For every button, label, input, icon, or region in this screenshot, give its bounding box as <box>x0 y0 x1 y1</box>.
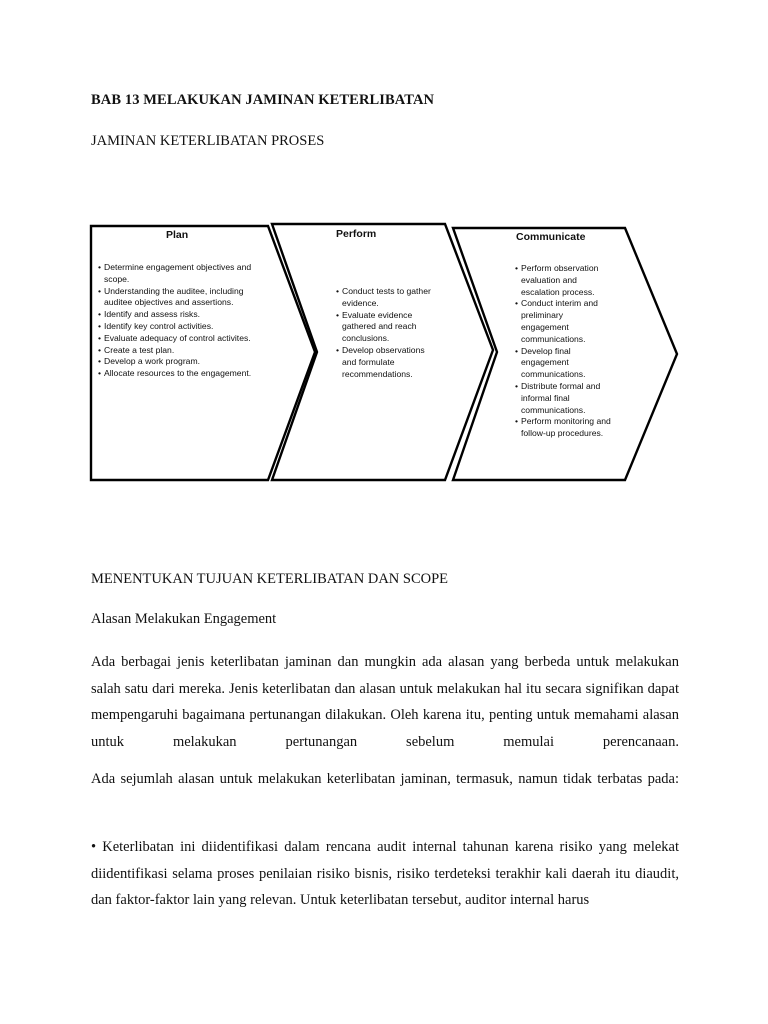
body-paragraph: • Keterlibatan ini diidentifikasi dalam rencana audit internal tahunan karena risiko yang melekat diidentifikasi selama proses penilaian risiko bisnis, risiko terdeteksi terakhir kali daerah itu diaudit, dan faktor-faktor lain yang relevan. Untuk keterlibatan tersebut, auditor internal harus <box>91 839 679 908</box>
list-item: • Identify and assess risks. <box>98 309 264 321</box>
plan-title: Plan <box>166 229 189 241</box>
body-paragraph: Ada sejumlah alasan untuk melakukan keterlibatan jaminan, termasuk, namun tidak terbatas pada: <box>91 771 679 787</box>
list-item: • Determine engagement objectives and scope. <box>98 262 264 286</box>
communicate-list <box>515 263 612 440</box>
list-item: • Develop final engagement communications. <box>515 346 612 381</box>
plan-list <box>98 262 264 380</box>
body-paragraph: Ada berbagai jenis keterlibatan jaminan dan mungkin ada alasan yang berbeda untuk melakukan salah satu dari mereka. Jenis keterlibatan dan alasan untuk melakukan hal itu secara signifikan dapat mempengaruhi bagaimana pertunangan dilakukan. Oleh karena itu, penting untuk memahami alasan untuk melakukan pertunangan sebelum memulai perencanaan. <box>91 654 679 750</box>
list-item: • Create a test plan. <box>98 345 264 357</box>
list-item: • Identify key control activities. <box>98 321 264 333</box>
list-item: • Conduct interim and preliminary engagement communications. <box>515 298 612 345</box>
section-title: MENENTUKAN TUJUAN KETERLIBATAN DAN SCOPE <box>91 571 449 587</box>
process-subtitle: JAMINAN KETERLIBATAN PROSES <box>91 133 325 149</box>
section-subtitle: Alasan Melakukan Engagement <box>91 611 277 627</box>
list-item: • Develop observations and formulate recommendations. <box>336 345 436 380</box>
list-item: • Understanding the auditee, including auditee objectives and assertions. <box>98 286 264 310</box>
list-item: • Develop a work program. <box>98 356 264 368</box>
list-item: • Allocate resources to the engagement. <box>98 368 264 380</box>
list-item: • Conduct tests to gather evidence. <box>336 286 436 310</box>
communicate-title: Communicate <box>516 231 586 243</box>
chapter-heading: BAB 13 MELAKUKAN JAMINAN KETERLIBATAN <box>91 92 435 108</box>
list-item: • Evaluate evidence gathered and reach conclusions. <box>336 310 436 345</box>
perform-title: Perform <box>336 228 377 240</box>
perform-list <box>336 286 436 380</box>
list-item: • Distribute formal and informal final communications. <box>515 381 612 416</box>
list-item: • Perform monitoring and follow-up procedures. <box>515 416 612 440</box>
list-item: • Evaluate adequacy of control activites. <box>98 333 264 345</box>
list-item: • Perform observation evaluation and escalation process. <box>515 263 612 298</box>
